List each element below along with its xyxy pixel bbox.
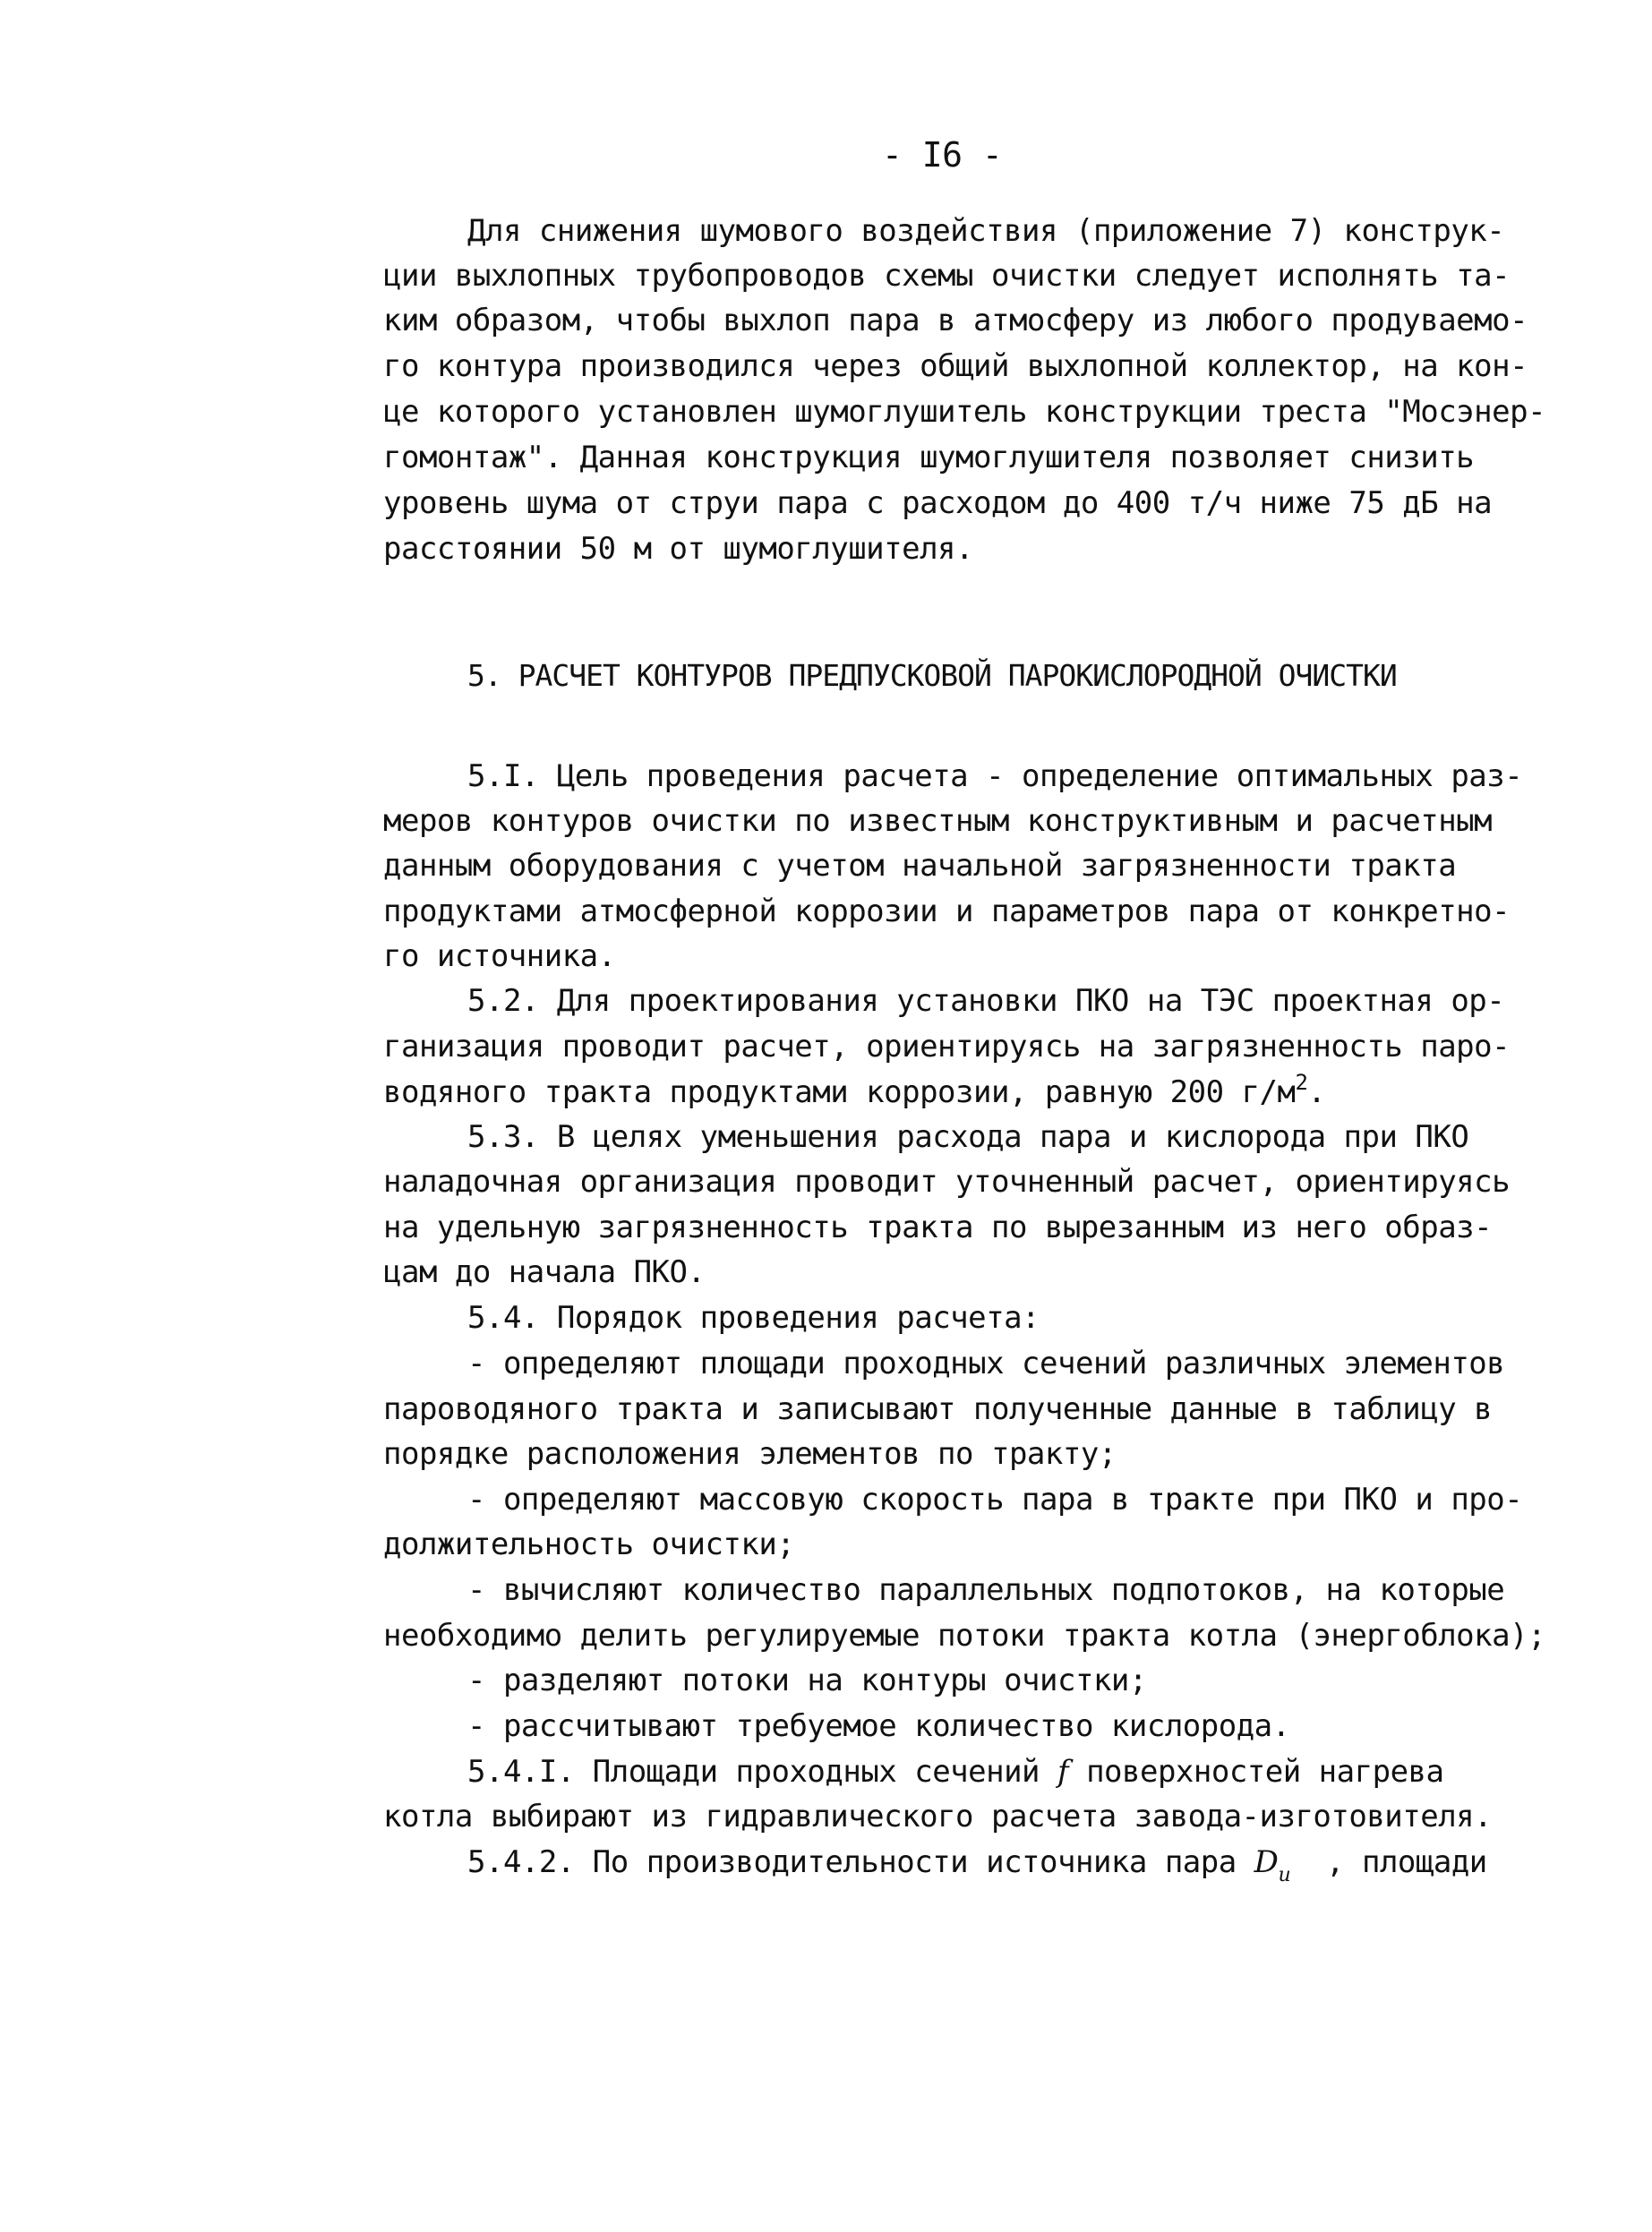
page-number: - I6 - [882, 135, 1003, 175]
text-line: порядке расположения элементов по тракту; [383, 1436, 1117, 1472]
text-line: 5.2. Для проектирования установки ПКО на ТЭС проектная ор- [467, 983, 1505, 1019]
text-segment: , площади [1290, 1844, 1487, 1880]
text-line: должительность очистки; [383, 1526, 795, 1562]
text-segment: поверхностей нагрева [1068, 1754, 1444, 1790]
text-line: пароводяного тракта и записывают полученные данные в таблицу в [383, 1391, 1493, 1427]
text-segment: водяного тракта продуктами коррозии, равную 200 г/м [383, 1074, 1296, 1110]
superscript: 2 [1295, 1070, 1308, 1095]
subscript: и [1278, 1864, 1291, 1886]
text-line: го источника. [383, 938, 616, 974]
text-line: гомонтаж". Данная конструкция шумоглушителя позволяет снизить [383, 440, 1475, 475]
text-line: ким образом, чтобы выхлоп пара в атмосферу из любого продуваемо- [383, 303, 1528, 338]
text-line [383, 1070, 1325, 1115]
list-item: - определяют массовую скорость пара в тракте при ПКО и про- [467, 1482, 1523, 1518]
section-title: 5. РАСЧЕТ КОНТУРОВ ПРЕДПУСКОВОЙ ПАРОКИСЛОРОДНОЙ ОЧИСТКИ [467, 658, 1397, 693]
text-line: расстоянии 50 м от шумоглушителя. [383, 531, 974, 567]
list-item: - разделяют потоки на контуры очистки; [467, 1663, 1147, 1698]
text-line: 5.3. В целях уменьшения расхода пара и кислорода при ПКО [467, 1119, 1469, 1155]
text-line: наладочная организация проводит уточненный расчет, ориентируясь [383, 1164, 1511, 1200]
text-line: на удельную загрязненность тракта по вырезанным из него образ- [383, 1210, 1493, 1245]
text-line: данным оборудования с учетом начальной загрязненности тракта [383, 848, 1457, 884]
list-item: - рассчитывают требуемое количество кислорода. [467, 1708, 1290, 1744]
text-line: 5.I. Цель проведения расчета - определение оптимальных раз- [467, 758, 1523, 794]
text-line [467, 1840, 1487, 1885]
area-symbol: f [1057, 1754, 1069, 1790]
text-line: ции выхлопных трубопроводов схемы очистки следует исполнять та- [383, 258, 1511, 294]
text-line: ганизация проводит расчет, ориентируясь на загрязненность паро- [383, 1029, 1511, 1065]
text-line [467, 1749, 1443, 1794]
text-line: це которого установлен шумоглушитель конструкции треста "Мосэнер- [383, 394, 1546, 430]
steam-source-symbol: D [1254, 1844, 1279, 1880]
text-line: цам до начала ПКО. [383, 1254, 706, 1290]
text-segment: . [1307, 1074, 1326, 1110]
text-line: го контура производился через общий выхлопной коллектор, на кон- [383, 348, 1528, 384]
text-line: меров контуров очистки по известным конструктивным и расчетным [383, 803, 1493, 839]
text-line: Для снижения шумового воздействия (приложение 7) конструк- [467, 213, 1505, 249]
text-line: необходимо делить регулируемые потоки тракта котла (энергоблока); [383, 1618, 1546, 1654]
text-line: продуктами атмосферной коррозии и параметров пара от конкретно- [383, 894, 1511, 929]
text-line: котла выбирают из гидравлического расчета завода-изготовителя. [383, 1799, 1493, 1834]
text-segment: 5.4.2. По производительности источника пара [467, 1844, 1254, 1880]
list-item: - вычисляют количество параллельных подпотоков, на которые [467, 1572, 1505, 1608]
text-line: уровень шума от струи пара с расходом до 400 т/ч ниже 75 дБ на [383, 485, 1493, 521]
text-segment: 5.4.I. Площади проходных сечений [467, 1754, 1058, 1790]
list-item: - определяют площади проходных сечений различных элементов [467, 1346, 1505, 1381]
paragraph-5-4: 5.4. Порядок проведения расчета: [467, 1300, 1040, 1336]
